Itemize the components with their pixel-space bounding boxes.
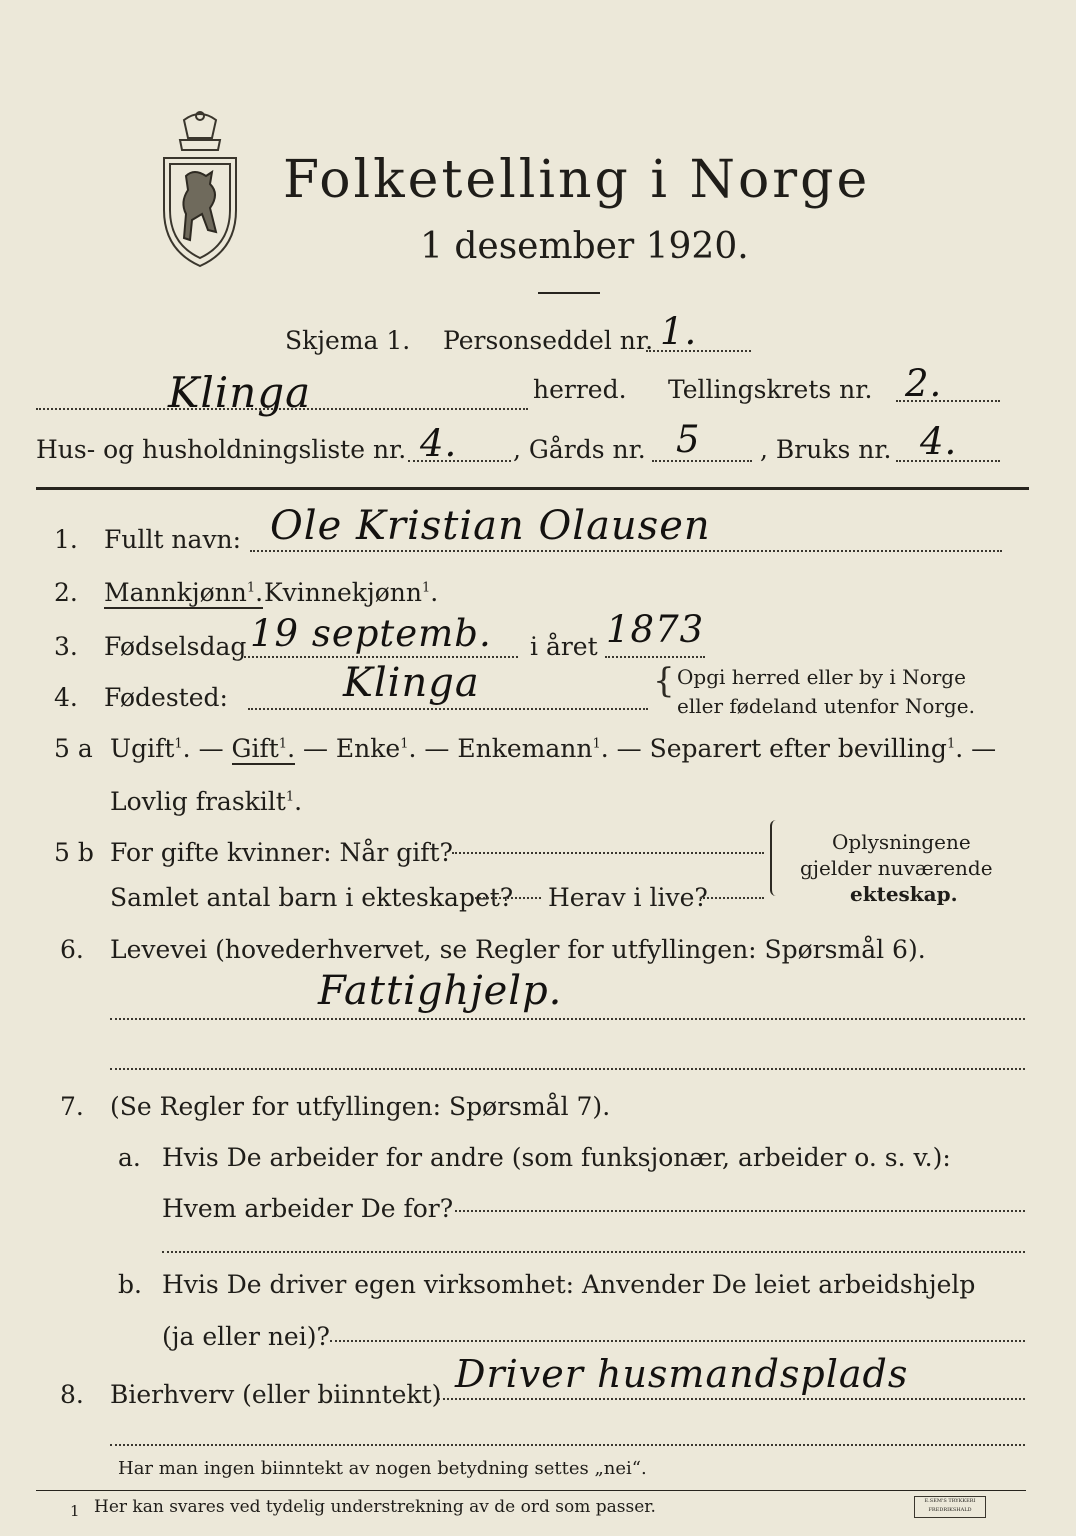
q5b-married-line xyxy=(452,852,764,854)
q6-number: 6. xyxy=(60,935,84,964)
q5b-children-label: Samlet antal barn i ekteskapet? xyxy=(110,883,514,912)
footer-note: Har man ingen biinntekt av nogen betydning settes „nei“. xyxy=(118,1458,647,1479)
q5b-note-1: Oplysningene xyxy=(832,830,971,854)
gards-value[interactable]: 5 xyxy=(676,418,701,461)
q3-year-line xyxy=(605,656,705,658)
q7b-letter: b. xyxy=(118,1270,142,1299)
form-title: Folketelling i Norge xyxy=(283,150,871,210)
q5b-alive-line xyxy=(700,897,764,899)
q8-line-1 xyxy=(438,1398,1025,1400)
q4-note-1: Opgi herred eller by i Norge xyxy=(677,665,966,689)
skjema-label: Skjema 1. xyxy=(285,326,411,355)
q3-year-label: i året xyxy=(530,632,598,661)
q5b-number: 5 b xyxy=(54,838,94,867)
q5b-note-3: ekteskap. xyxy=(850,882,958,906)
q5a-number: 5 a xyxy=(54,734,93,763)
q7a-label: Hvis De arbeider for andre (som funksjonær, arbeider o. s. v.): xyxy=(162,1143,951,1172)
q7a-sub-label: Hvem arbeider De for? xyxy=(162,1194,454,1223)
header-separator xyxy=(36,487,1029,490)
q7-number: 7. xyxy=(60,1092,84,1121)
q3-day-line xyxy=(244,656,518,658)
birthday-value[interactable]: 19 septemb. xyxy=(250,612,492,655)
q7b-line xyxy=(330,1340,1025,1342)
q5b-label: For gifte kvinner: Når gift? xyxy=(110,838,453,867)
q1-number: 1. xyxy=(54,525,78,554)
q6-line-2 xyxy=(110,1068,1025,1070)
footer-rule xyxy=(36,1490,1026,1491)
q4-brace: { xyxy=(653,661,675,701)
hus-value[interactable]: 4. xyxy=(420,422,458,465)
q7a-line-2 xyxy=(162,1251,1025,1253)
gards-line xyxy=(652,460,752,462)
q6-label: Levevei (hovederhvervet, se Regler for utfyllingen: Spørsmål 6). xyxy=(110,935,926,964)
q5b-brace xyxy=(770,820,778,896)
q5b-children-line xyxy=(475,897,541,899)
occupation-value[interactable]: Fattighjelp. xyxy=(318,968,563,1014)
q2-number: 2. xyxy=(54,578,78,607)
bruks-value[interactable]: 4. xyxy=(920,420,958,463)
q3-label: Fødselsdag xyxy=(104,632,247,661)
sex-female-option[interactable]: Kvinnekjønn$^1$. xyxy=(264,578,439,607)
q4-label: Fødested: xyxy=(104,683,228,712)
q4-line xyxy=(248,708,648,710)
status-ugift[interactable]: Ugift$^1$. xyxy=(110,734,191,763)
norwegian-coat-of-arms-icon xyxy=(150,110,250,268)
birth-year-value[interactable]: 1873 xyxy=(606,608,705,651)
status-enkemann[interactable]: Enkemann$^1$. xyxy=(457,734,609,763)
q7a-line-1 xyxy=(455,1210,1025,1212)
q7b-sub-label: (ja eller nei)? xyxy=(162,1322,330,1351)
herred-label: herred. xyxy=(533,375,627,404)
q5b-note-2: gjelder nuværende xyxy=(800,856,993,880)
side-income-value[interactable]: Driver husmandsplads xyxy=(455,1352,909,1396)
personseddel-value[interactable]: 1. xyxy=(660,310,698,353)
q7-label: (Se Regler for utfyllingen: Spørsmål 7). xyxy=(110,1092,611,1121)
q7b-label: Hvis De driver egen virksomhet: Anvender De leiet arbeidshjelp xyxy=(162,1270,976,1299)
marital-status-options: Ugift$^1$. — Gift$^1$. — Enke$^1$. — Enkemann$^1$. — Separert efter bevilling$^1$. — xyxy=(110,734,997,763)
title-divider xyxy=(538,292,600,294)
status-fraskilt[interactable]: Lovlig fraskilt$^1$. xyxy=(110,787,303,816)
q5b-alive-label: Herav i live? xyxy=(548,883,708,912)
tellingskrets-label: Tellingskrets nr. xyxy=(668,375,873,404)
q1-label: Fullt navn: xyxy=(104,525,242,554)
q7a-letter: a. xyxy=(118,1143,141,1172)
gards-label: , Gårds nr. xyxy=(513,435,646,464)
bruks-label: , Bruks nr. xyxy=(760,435,892,464)
q4-note-2: eller fødeland utenfor Norge. xyxy=(677,694,975,718)
q8-line-2 xyxy=(110,1444,1025,1446)
q6-line-1 xyxy=(110,1018,1025,1020)
footnote-text: Her kan svares ved tydelig understrekning av de ord som passer. xyxy=(94,1497,656,1517)
q1-line xyxy=(250,550,1002,552)
q4-number: 4. xyxy=(54,683,78,712)
status-separert[interactable]: Separert efter bevilling$^1$. xyxy=(649,734,964,763)
census-date: 1 desember 1920. xyxy=(420,226,749,267)
printer-stamp: E.SEM'S TRYKKERI FREDRIKSHALD xyxy=(914,1496,986,1518)
herred-value[interactable]: Klinga xyxy=(168,368,312,417)
tellingskrets-value[interactable]: 2. xyxy=(905,362,943,405)
birthplace-value[interactable]: Klinga xyxy=(343,660,480,706)
sex-male-option[interactable]: Mannkjønn$^1$. xyxy=(104,578,264,607)
status-gift[interactable]: Gift$^1$. xyxy=(231,734,296,763)
q3-number: 3. xyxy=(54,632,78,661)
hus-label: Hus- og husholdningsliste nr. xyxy=(36,435,407,464)
footnote-mark: 1 xyxy=(70,1502,80,1520)
q8-label: Bierhverv (eller biinntekt) xyxy=(110,1380,442,1409)
q8-number: 8. xyxy=(60,1380,84,1409)
personseddel-label: Personseddel nr. xyxy=(443,326,654,355)
status-enke[interactable]: Enke$^1$. xyxy=(335,734,417,763)
full-name-value[interactable]: Ole Kristian Olausen xyxy=(270,503,711,549)
